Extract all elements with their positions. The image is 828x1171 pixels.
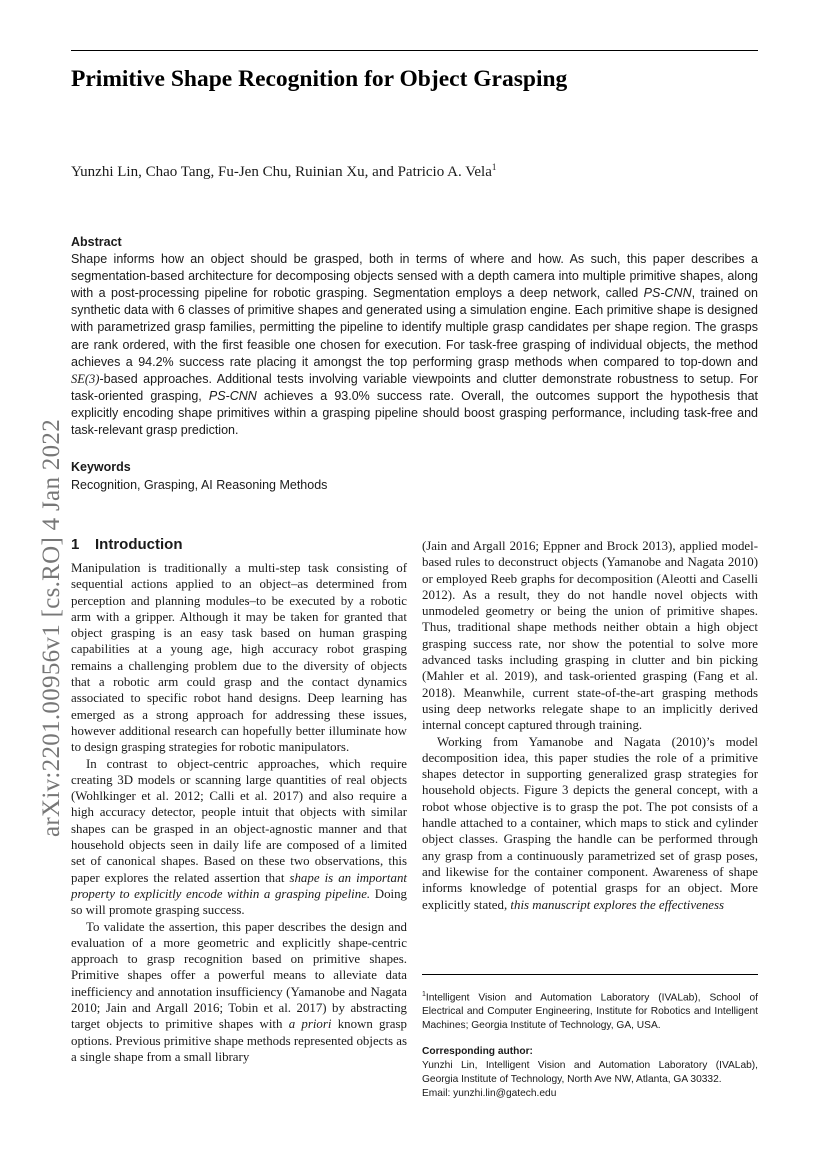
author-affiliation-mark: 1 xyxy=(491,162,497,172)
intro-paragraph-3 xyxy=(71,919,407,1066)
corresponding-author-heading: Corresponding author: xyxy=(422,1046,533,1058)
footnote-rule xyxy=(422,974,758,975)
network-name-2: PS-CNN xyxy=(208,388,257,403)
keywords-text: Recognition, Grasping, AI Reasoning Methods xyxy=(71,477,328,492)
author-list xyxy=(71,162,496,181)
abstract-text-3: -based approaches. Additional tests involving variable viewpoints and clutter demonstrate robustness to setup. For task-oriented grasping, xyxy=(71,371,758,403)
section-title: Introduction xyxy=(95,536,183,553)
section-heading-introduction xyxy=(71,536,182,553)
footnotes xyxy=(422,988,758,1101)
intro-p5-emphasis: this manuscript explores the effectiveness xyxy=(510,897,725,912)
corresponding-author-text: Yunzhi Lin, Intelligent Vision and Automation Laboratory (IVALab), Georgia Institute of Technology, North Ave NW, Atlanta, GA 30332. xyxy=(422,1060,758,1086)
intro-p3-text-b: known grasp options. Previous primitive shape methods represented objects as a single shape from a small library xyxy=(71,1017,407,1064)
affiliation-text: Intelligent Vision and Automation Laboratory (IVALab), School of Electrical and Computer Engineering, Institute for Robotics and Intelligent Machines; Georgia Institute of Technology, GA, USA. xyxy=(422,992,758,1032)
abstract-text-1: Shape informs how an object should be grasped, both in terms of where and how. As such, this paper describes a segmentation-based architecture for decomposing objects sensed with a depth camera into multiple primitive shapes, along with a post-processing pipeline for robotic grasping. Segmentation employs a deep network, called xyxy=(71,252,758,301)
intro-p5-text-a: Working from Yamanobe and Nagata (2010)’s model decomposition idea, this paper studies the role of a primitive shapes detector in supporting generalized grasp strategies for household objects. Figure 3 depicts the general concept, with a robot whose objective is to grasp the pot. The pot consists of a handle attached to a container, which maps to stick and cylinder object classes. Grasping the handle can be performed through any grasp from a continuously parametrized set of grasp poses, and likewise for the container component. Awareness of shape informs knowledge of potential grasps for an object. More explicitly stated, xyxy=(422,734,758,912)
corresponding-author-email: Email: yunzhi.lin@gatech.edu xyxy=(422,1088,557,1100)
affiliation-footnote xyxy=(422,988,758,1033)
section-number: 1 xyxy=(71,536,80,553)
intro-p2-text-a: In contrast to object-centric approaches, which require creating 3D models or scanning large quantities of real objects (Wohlkinger et al. 2012; Calli et al. 2017) and also require a high accuracy detector, people intuit that objects with similar shapes can be grasped in an object-agnostic manner and that household objects seen in daily life are composed of a limited set of canonical shapes. Based on these two observations, this paper explores the related assertion that xyxy=(71,756,407,885)
abstract-heading: Abstract xyxy=(71,235,122,249)
top-rule xyxy=(71,50,758,51)
intro-p2-text-b: Doing so will promote grasping success. xyxy=(71,886,407,918)
abstract-text-2: , trained on synthetic data with 6 classes of primitive shapes and generated using a simulation engine. Each primitive shape is designed with parametrized grasp families, permitting the pipeline to identify multiple grasp candidates per shape region. The grasps are rank ordered, with the first feasible one chosen for execution. For task-free grasping of individual objects, the method achieves a 94.2% success rate placing it amongst the top performing grasp methods when compared to top-down and xyxy=(71,286,759,369)
intro-paragraph-4 xyxy=(422,734,758,913)
intro-p3-text-a: To validate the assertion, this paper describes the design and evaluation of a more geometric and explicitly shape-centric approach to grasp recognition based on primitive shapes. Primitive shapes offer a powerful means to alleviate data inefficiency and annotation insufficiency (Yamanobe and Nagata 2010; Jain and Argall 2016; Tobin et al. 2017) by abstracting target objects to primitive shapes with xyxy=(71,919,407,1032)
abstract-text-4: achieves a 93.0% success rate. Overall, the outcomes support the hypothesis that explicitly encoding shape primitives within a grasping pipeline should boost grasping performance, including task-free and task-relevant grasp prediction. xyxy=(71,388,758,438)
left-column xyxy=(71,560,407,1065)
intro-p2-emphasis: shape is an important property to explicitly encode within a grasping pipeline. xyxy=(71,870,407,901)
authors-text: Yunzhi Lin, Chao Tang, Fu-Jen Chu, Ruinian Xu, and Patricio A. Vela xyxy=(71,164,492,180)
right-column xyxy=(422,538,758,913)
keywords-heading: Keywords xyxy=(71,460,131,474)
intro-paragraph-3-continued: (Jain and Argall 2016; Eppner and Brock 2013), applied model-based rules to deconstruct objects (Yamanobe and Nagata 2010) or employed Reeb graphs for decomposition (Aleotti and Caselli 2012). As a result, they do not handle novel objects with unmodeled geometry or being the union of primitive shapes. Thus, traditional shape methods neither obtain a high object grasping success rate, nor show the potential to solve more advanced tasks including grasping in clutter and bin picking (Mahler et al. 2019), and task-oriented grasping (Fang et al. 2018). Meanwhile, current state-of-the-art grasping methods using deep networks relegate shape to an implicitly derived internal concept captured through training. xyxy=(422,539,758,733)
intro-p3-emphasis: a priori xyxy=(288,1017,332,1032)
abstract-section xyxy=(71,234,758,439)
arxiv-identifier-stamp: arXiv:2201.00956v1 [cs.RO] 4 Jan 2022 xyxy=(38,419,65,837)
abstract-body xyxy=(71,251,758,439)
keywords-section xyxy=(71,459,758,494)
paper-title: Primitive Shape Recognition for Object Grasping xyxy=(71,66,568,92)
math-se3: SE(3) xyxy=(71,371,100,386)
footnote-mark: 1 xyxy=(422,991,426,998)
intro-paragraph-2 xyxy=(71,756,407,919)
intro-paragraph-1: Manipulation is traditionally a multi-step task consisting of sequential actions applied to an object–as determined from perception and planning modules–to be executed by a robotic arm with a gripper. Although it may be taken for granted that object grasping is an easy task based on human grasping capabilities at a young age, high accuracy robot grasping remains a challenging problem due to the diversity of objects that a robotic arm could grasp and the contact dynamics associated to specific robot hand designs. Deep learning has emerged as a strong approach for addressing these issues, however additional research can hopefully better illuminate how to design grasping strategies for robotic manipulators. xyxy=(71,561,407,755)
network-name-1: PS-CNN xyxy=(643,286,692,301)
